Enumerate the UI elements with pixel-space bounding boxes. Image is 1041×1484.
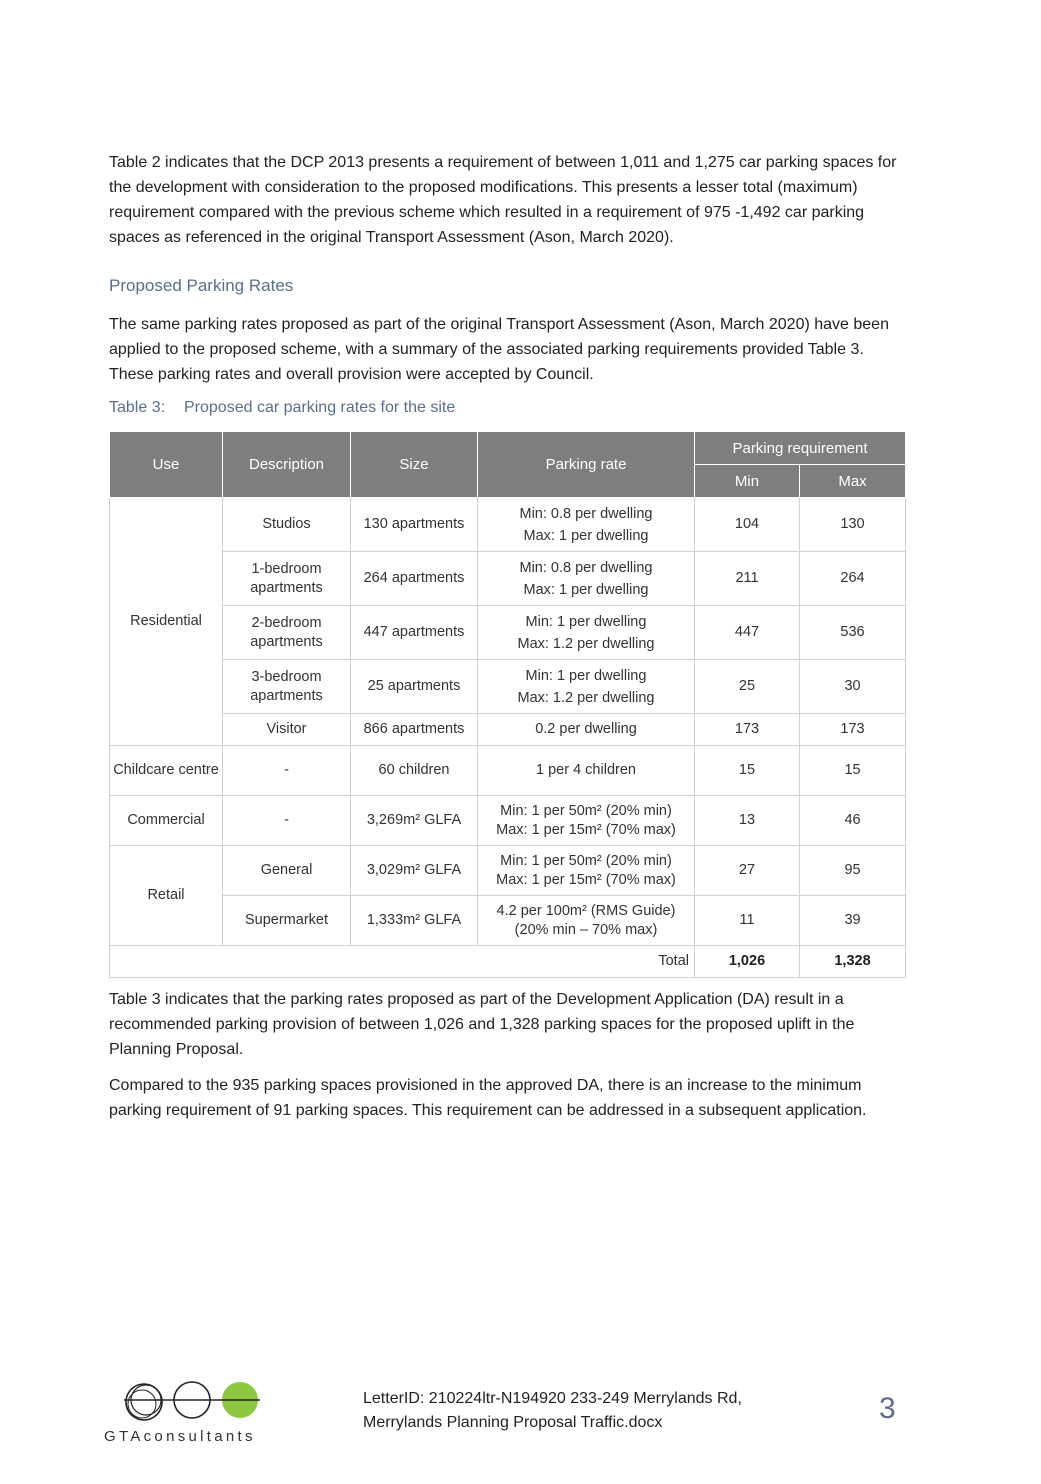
row-size: 447 apartments — [351, 606, 478, 660]
table-row — [110, 498, 906, 552]
rate-line-2: Max: 1 per dwelling — [523, 527, 649, 544]
row-min: 27 — [695, 846, 800, 896]
rate-line-1: Min: 0.8 per dwelling — [519, 559, 653, 576]
comparison-paragraph: Compared to the 935 parking spaces provisioned in the approved DA, there is an increase to the minimum parking requirement of 91 parking spaces. This requirement can be addressed in a subsequent application. — [109, 1077, 867, 1119]
rate-line-2: Max: 1 per 15m² (70% max) — [496, 821, 676, 838]
row-size: 866 apartments — [351, 714, 478, 746]
row-min: 15 — [695, 746, 800, 796]
header-description: Description — [223, 432, 351, 498]
row-description: Studios — [223, 498, 351, 552]
row-rate — [478, 896, 695, 946]
row-rate — [478, 552, 695, 606]
page-number: 3 — [879, 1392, 896, 1425]
intro-paragraph: Table 2 indicates that the DCP 2013 presents a requirement of between 1,011 and 1,275 car parking spaces for the development with consideration to the proposed modifications. This presents a lesser total (maximum) requirement compared with the previous scheme which resulted in a requirement of 975 -1,492 car parking spaces as referenced in the original Transport Assessment (Ason, March 2020). — [109, 154, 897, 246]
table-row — [110, 896, 906, 946]
row-description: Supermarket — [223, 896, 351, 946]
row-min: 25 — [695, 660, 800, 714]
row-min: 11 — [695, 896, 800, 946]
footer-letter-id — [363, 1387, 742, 1435]
row-rate — [478, 796, 695, 846]
group-retail: Retail — [110, 846, 223, 946]
table-row — [110, 796, 906, 846]
row-max: 46 — [800, 796, 906, 846]
rate-line-2: Max: 1 per dwelling — [523, 581, 649, 598]
row-size: 3,269m² GLFA — [351, 796, 478, 846]
row-min: 211 — [695, 552, 800, 606]
total-label: Total — [110, 946, 695, 978]
row-description: 3-bedroom apartments — [223, 660, 351, 714]
row-rate — [478, 606, 695, 660]
row-description: - — [223, 746, 351, 796]
row-rate — [478, 660, 695, 714]
row-min: 173 — [695, 714, 800, 746]
row-size: 264 apartments — [351, 552, 478, 606]
logo-wordmark: GTAconsultants — [104, 1428, 256, 1445]
header-parking-rate: Parking rate — [478, 432, 695, 498]
row-max: 173 — [800, 714, 906, 746]
total-max: 1,328 — [800, 946, 906, 978]
table-caption-title: Proposed car parking rates for the site — [184, 399, 456, 416]
row-rate — [478, 498, 695, 552]
rate-line-2: Max: 1 per 15m² (70% max) — [496, 871, 676, 888]
row-description: - — [223, 796, 351, 846]
row-size: 130 apartments — [351, 498, 478, 552]
row-min: 447 — [695, 606, 800, 660]
rate-line-1: Min: 1 per 50m² (20% min) — [500, 802, 672, 819]
group-childcare: Childcare centre — [110, 746, 223, 796]
header-size: Size — [351, 432, 478, 498]
parking-rates-table — [109, 431, 906, 978]
table-caption-number: Table 3: — [109, 399, 166, 416]
row-size: 3,029m² GLFA — [351, 846, 478, 896]
group-residential: Residential — [110, 498, 223, 746]
table-row — [110, 746, 906, 796]
rates-paragraph: The same parking rates proposed as part of the original Transport Assessment (Ason, March 2020) have been applied to the proposed scheme, with a summary of the associated parking requirements provided Table 3. These parking rates and overall provision were accepted by Council. — [109, 316, 889, 383]
header-max: Max — [800, 465, 906, 498]
rate-line-1: Min: 1 per 50m² (20% min) — [500, 852, 672, 869]
rate-line-1: Min: 0.8 per dwelling — [519, 505, 653, 522]
rate-line-1: Min: 1 per dwelling — [525, 667, 647, 684]
row-size: 25 apartments — [351, 660, 478, 714]
row-max: 264 — [800, 552, 906, 606]
header-use: Use — [110, 432, 223, 498]
row-max: 95 — [800, 846, 906, 896]
row-max: 536 — [800, 606, 906, 660]
result-paragraph: Table 3 indicates that the parking rates proposed as part of the Development Application (DA) result in a recommended parking provision of between 1,026 and 1,328 parking spaces for the proposed uplift in the Planning Proposal. — [109, 991, 855, 1058]
row-rate: 1 per 4 children — [478, 746, 695, 796]
total-min: 1,026 — [695, 946, 800, 978]
row-max: 30 — [800, 660, 906, 714]
row-description: 1-bedroom apartments — [223, 552, 351, 606]
letter-id-line-1: LetterID: 210224ltr-N194920 233-249 Merrylands Rd, — [363, 1390, 742, 1407]
rate-line-2: (20% min – 70% max) — [514, 921, 658, 938]
row-size: 1,333m² GLFA — [351, 896, 478, 946]
section-heading: Proposed Parking Rates — [109, 276, 294, 295]
row-max: 39 — [800, 896, 906, 946]
rate-line-1: Min: 1 per dwelling — [525, 613, 647, 630]
row-size: 60 children — [351, 746, 478, 796]
row-description: Visitor — [223, 714, 351, 746]
letter-id-line-2: Merrylands Planning Proposal Traffic.docx — [363, 1414, 663, 1431]
rate-line-2: Max: 1.2 per dwelling — [517, 689, 655, 706]
table-row — [110, 606, 906, 660]
row-max: 130 — [800, 498, 906, 552]
total-row — [110, 946, 906, 978]
header-min: Min — [695, 465, 800, 498]
group-commercial: Commercial — [110, 796, 223, 846]
row-description: 2-bedroom apartments — [223, 606, 351, 660]
table-row — [110, 714, 906, 746]
row-max: 15 — [800, 746, 906, 796]
rate-line-2: Max: 1.2 per dwelling — [517, 635, 655, 652]
row-min: 13 — [695, 796, 800, 846]
table-row — [110, 552, 906, 606]
row-rate — [478, 846, 695, 896]
row-description: General — [223, 846, 351, 896]
row-rate: 0.2 per dwelling — [478, 714, 695, 746]
row-min: 104 — [695, 498, 800, 552]
table-row — [110, 660, 906, 714]
table-row — [110, 846, 906, 896]
rate-line-1: 4.2 per 100m² (RMS Guide) — [496, 902, 676, 919]
header-parking-requirement: Parking requirement — [695, 432, 906, 465]
table-caption — [109, 399, 455, 417]
